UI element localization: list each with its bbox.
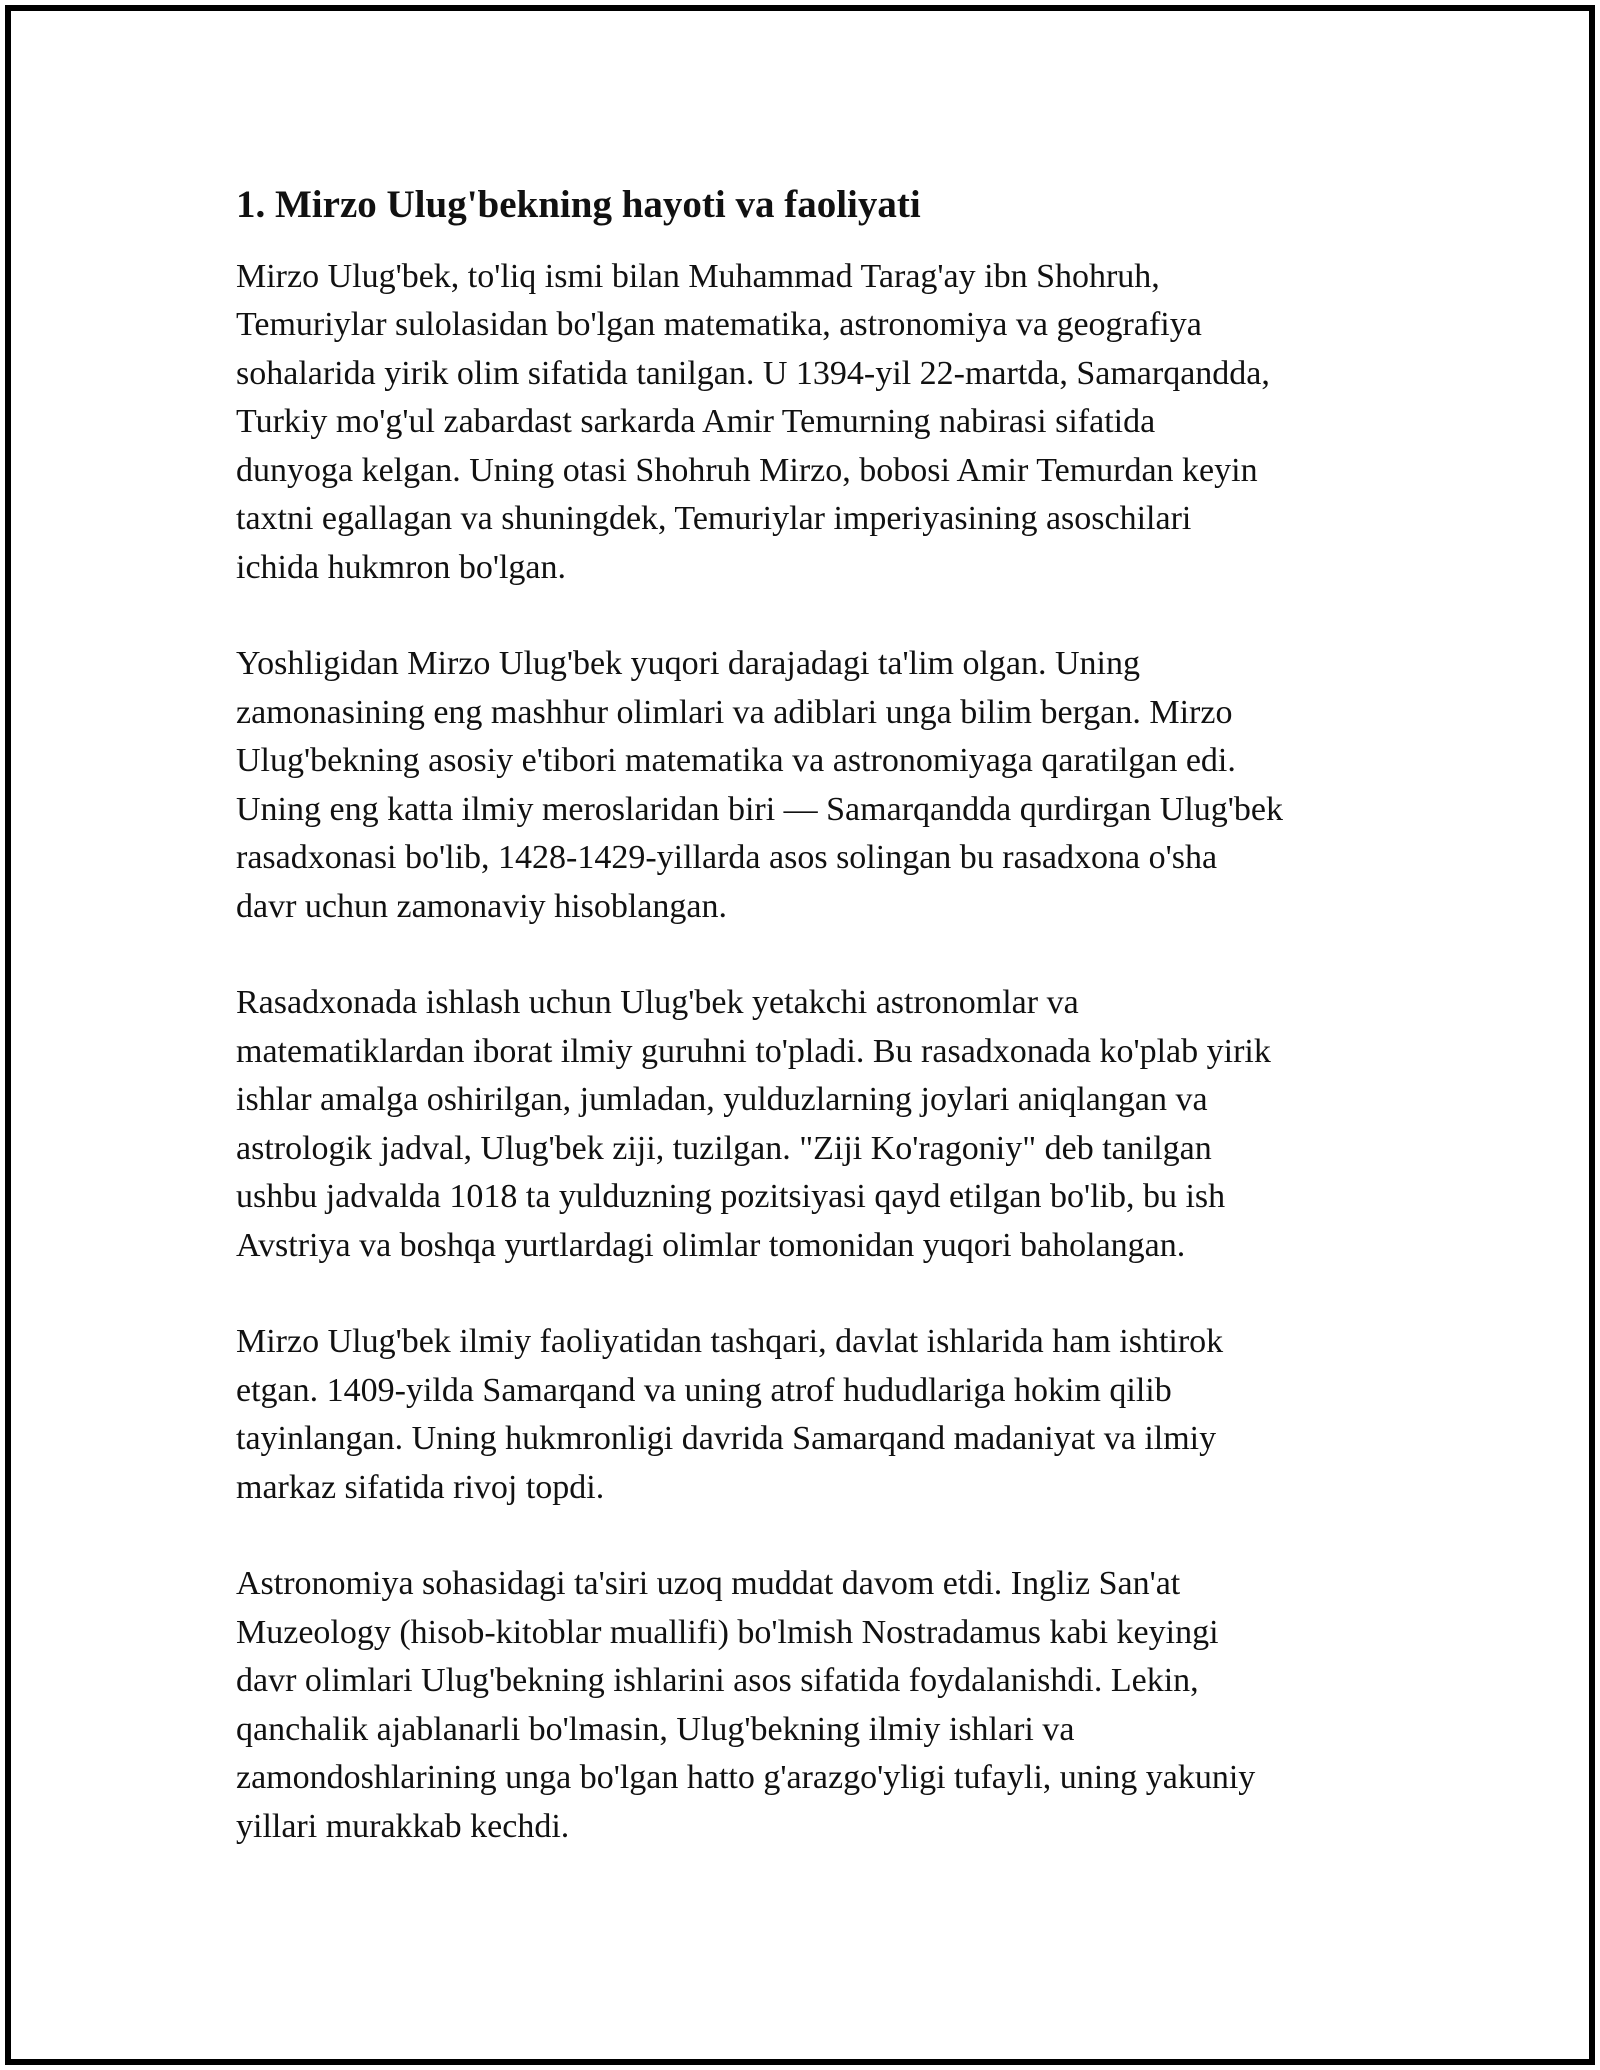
paragraph-line: tayinlangan. Uning hukmronligi davrida Samarqand madaniyat va ilmiy [236,1420,1217,1458]
paragraph-line: Astronomiya sohasidagi ta'siri uzoq muddat davom etdi. Ingliz San'at [236,1565,1181,1603]
paragraph-4 [236,1318,1386,1512]
paragraph-line: yillari murakkab kechdi. [236,1807,570,1845]
paragraph-line: Temuriylar sulolasidan bo'lgan matematika, astronomiya va geografiya [236,306,1202,344]
paragraph-line: zamondoshlarining unga bo'lgan hatto g'arazgo'yligi tufayli, uning yakuniy [236,1759,1256,1797]
paragraph-line: ishlar amalga oshirilgan, jumladan, yulduzlarning joylari aniqlangan va [236,1081,1208,1119]
paragraph-line: ichida hukmron bo'lgan. [236,548,567,586]
paragraph-line: Mirzo Ulug'bek ilmiy faoliyatidan tashqari, davlat ishlarida ham ishtirok [236,1323,1224,1361]
paragraph-line: ushbu jadvalda 1018 ta yulduzning pozitsiyasi qayd etilgan bo'lib, bu ish [236,1178,1226,1216]
paragraph-line: Mirzo Ulug'bek, to'liq ismi bilan Muhammad Tarag'ay ibn Shohruh, [236,257,1160,295]
paragraph-line: sohalarida yirik olim sifatida tanilgan. U 1394-yil 22-martda, Samarqandda, [236,354,1270,392]
paragraph-line: Turkiy mo'g'ul zabardast sarkarda Amir Temurning nabirasi sifatida [236,403,1156,441]
paragraph-line: qanchalik ajablanarli bo'lmasin, Ulug'bekning ilmiy ishlari va [236,1710,1075,1748]
paragraph-line: Rasadxonada ishlash uchun Ulug'bek yetakchi astronomlar va [236,984,1079,1022]
paragraph-line: Muzeology (hisob-kitoblar muallifi) bo'lmish Nostradamus kabi keyingi [236,1613,1219,1651]
paragraph-5 [236,1560,1386,1851]
paragraph-1 [236,253,1386,593]
paragraph-line: davr uchun zamonaviy hisoblangan. [236,887,727,925]
paragraph-line: taxtni egallagan va shuningdek, Temuriylar imperiyasining asoschilari [236,500,1192,538]
paragraph-3 [236,979,1386,1270]
paragraph-line: astrologik jadval, Ulug'bek ziji, tuzilgan. "Ziji Ko'ragoniy" deb tanilgan [236,1129,1212,1167]
paragraph-line: matematiklardan iborat ilmiy guruhni to'pladi. Bu rasadxonada ko'plab yirik [236,1032,1271,1070]
paragraph-2 [236,640,1386,931]
paragraph-line: davr olimlari Ulug'bekning ishlarini asos sifatida foydalanishdi. Lekin, [236,1662,1199,1700]
paragraph-line: Avstriya va boshqa yurtlardagi olimlar tomonidan yuqori baholangan. [236,1226,1186,1264]
document-body [236,180,1386,1899]
paragraph-line: Yoshligidan Mirzo Ulug'bek yuqori darajadagi ta'lim olgan. Uning [236,645,1141,683]
paragraph-line: zamonasining eng mashhur olimlari va adiblari unga bilim bergan. Mirzo [236,693,1233,731]
paragraph-line: Ulug'bekning asosiy e'tibori matematika va astronomiyaga qaratilgan edi. [236,742,1236,780]
paragraph-line: markaz sifatida rivoj topdi. [236,1468,605,1506]
section-heading: 1. Mirzo Ulug'bekning hayoti va faoliyati [236,183,921,226]
paragraph-line: Uning eng katta ilmiy meroslaridan biri — Samarqandda qurdirgan Ulug'bek [236,790,1283,828]
paragraph-line: dunyoga kelgan. Uning otasi Shohruh Mirzo, bobosi Amir Temurdan keyin [236,451,1258,489]
paragraph-line: rasadxonasi bo'lib, 1428-1429-yillarda asos solingan bu rasadxona o'sha [236,839,1218,877]
paragraph-line: etgan. 1409-yilda Samarqand va uning atrof hududlariga hokim qilib [236,1371,1172,1409]
